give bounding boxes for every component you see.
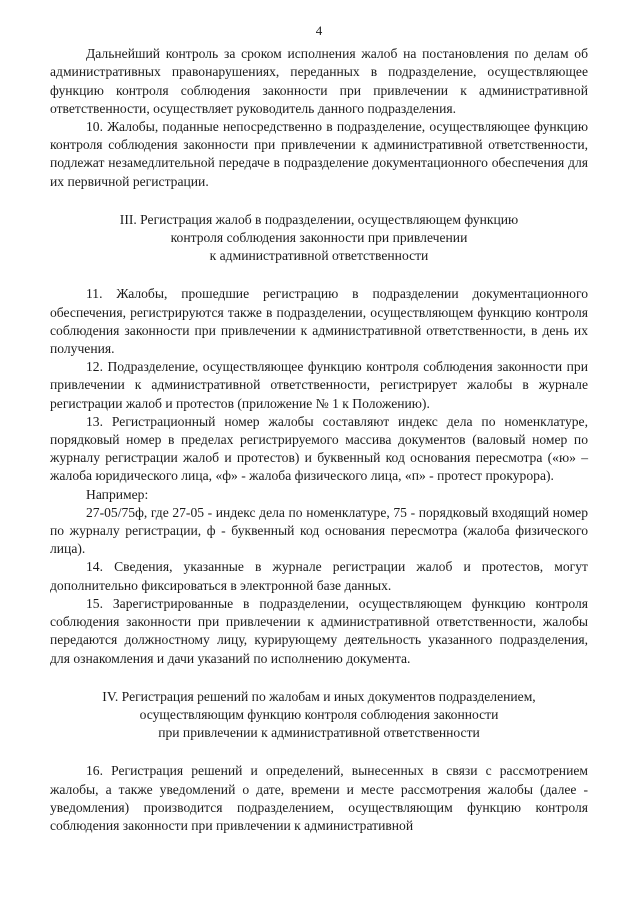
example-text: 27-05/75ф, где 27-05 - индекс дела по номенклатуре, 75 - порядковый входящий номер по журналу регистрации, ф - буквенный код основания пересмотра (жалоба физического лица). [50,504,588,557]
section-3-heading [50,211,588,266]
section-4-heading [50,688,588,743]
section-4-heading-line: IV. Регистрация решений по жалобам и иных документов подразделением, [102,688,536,704]
paragraph-12: 12. Подразделение, осуществляющее функцию контроля соблюдения законности при привлечении к административной ответственности, регистрирует жалобы в журнале регистрации жалоб и протестов (приложение № 1 к Положению). [50,359,588,411]
paragraph-control-deadline: Дальнейший контроль за сроком исполнения жалоб на постановления по делам об административных правонарушениях, переданных в подразделение, осуществляющее функцию контроля соблюдения законности при привлечении к административной ответственности, осуществляет руководитель данного подразделения. [50,46,588,116]
paragraph-16: 16. Регистрация решений и определений, вынесенных в связи с рассмотрением жалобы, а также уведомлений о дате, времени и месте рассмотрения жалобы (далее - уведомления) производится подразделением, осуществляющим функцию контроля соблюдения законности при привлечении к административной [50,763,588,833]
paragraph-13: 13. Регистрационный номер жалобы составляют индекс дела по номенклатуре, порядковый номер в пределах регистрируемого массива документов (валовый номер по журналу регистрации жалоб и протестов) и буквенный код основания пересмотра («ю» – жалоба юридического лица, «ф» - жалоба физического лица, «п» - протест прокурора). [50,413,588,484]
example-label: Например: [86,486,149,502]
section-4-heading-line: при привлечении к административной ответственности [158,725,480,741]
paragraph-10: 10. Жалобы, поданные непосредственно в подразделение, осуществляющее функцию контроля соблюдения законности при привлечении к административной ответственности, подлежат незамедлительной передаче в подразделение документационного обеспечения для их первичной регистрации. [50,119,588,189]
paragraph-11: 11. Жалобы, прошедшие регистрацию в подразделении документационного обеспечения, регистрируются также в подразделении, осуществляющем функцию контроля соблюдения законности при привлечении к административной ответственности, в день их получения. [50,286,588,357]
section-3-heading-line: контроля соблюдения законности при привлечении [170,230,468,246]
section-3-heading-line: III. Регистрация жалоб в подразделении, осуществляющем функцию [119,211,519,227]
paragraph-14: 14. Сведения, указанные в журнале регистрации жалоб и протестов, могут дополнительно фиксироваться в электронной базе данных. [50,559,588,593]
section-4-heading-line: осуществляющим функцию контроля соблюдения законности [139,706,499,722]
section-3-heading-line: к административной ответственности [209,248,429,264]
page-number: 4 [315,23,323,38]
paragraph-15: 15. Зарегистрированные в подразделении, осуществляющем функцию контроля соблюдения законности при привлечении к административной ответственности, жалобы передаются должностному лицу, курирующему деятельность указанного подразделения, для ознакомления и дачи указаний по исполнению документа. [50,595,588,666]
